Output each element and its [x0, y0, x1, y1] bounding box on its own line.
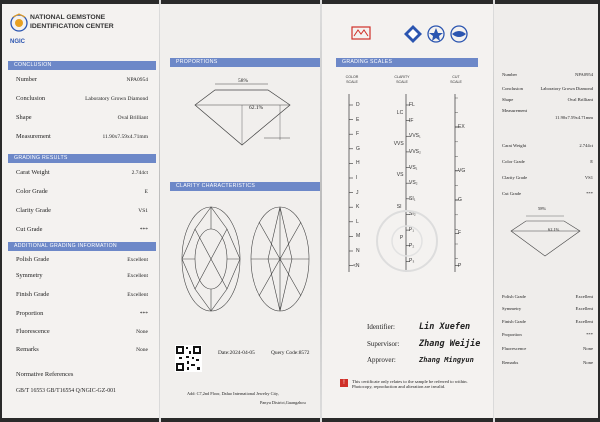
color-grade-10: N — [356, 248, 360, 254]
depth-percent: 62.1% — [249, 105, 264, 111]
validity-notice — [340, 379, 480, 390]
conclusion-value: Laboratory Grown Diamond — [85, 95, 148, 102]
color-scale-head-2: SCALE — [346, 79, 358, 84]
p4-proportion-label: Proportion — [502, 332, 522, 337]
symmetry-label: Symmetry — [16, 272, 43, 279]
org-name-line2: IDENTIFICATION CENTER — [30, 23, 114, 30]
address-line2: Panyu District,Guangzhou — [260, 400, 306, 405]
color-value: E — [144, 188, 148, 195]
clarity-grade-0: FL — [409, 102, 415, 108]
cut-value: *** — [139, 226, 148, 233]
p4-finish-label: Finish Grade — [502, 319, 526, 324]
clarity-grade-3: VVS₂ — [409, 148, 421, 155]
clarity-group-1: VVS — [393, 141, 404, 148]
p4-symmetry-label: Symmetry — [502, 306, 522, 311]
org-name — [30, 13, 114, 31]
p4-polish-label: Polish Grade — [502, 294, 526, 299]
normative-label: Normative References — [16, 371, 74, 378]
color-grade-5: I — [356, 175, 358, 181]
p4-finish-value: Excellent — [575, 319, 593, 324]
proportion-value: *** — [139, 310, 148, 317]
p4-depth-percent: 62.1% — [548, 227, 560, 232]
identifier-label: Identifier: — [367, 323, 395, 331]
p4-color-label: Color Grade — [502, 159, 525, 164]
clarity-grade-6: SI₁ — [409, 195, 416, 202]
p4-clarity-label: Clarity Grade — [502, 175, 528, 180]
clarity-grade-5: VS₂ — [409, 180, 418, 187]
finish-label: Finish Grade — [16, 291, 50, 298]
polish-value: Excellent — [127, 256, 148, 263]
measurement-label: Measurement — [16, 133, 51, 140]
p4-proportion-diagram — [508, 208, 588, 258]
p4-remarks-value: None — [583, 360, 593, 365]
p4-fluorescence-value: None — [583, 346, 593, 351]
clarity-grade-7: SI₂ — [409, 211, 416, 218]
color-grade-11: <N — [353, 262, 360, 269]
clarity-group-3: SI — [396, 203, 402, 210]
query-code: Query Code:8572 — [271, 350, 310, 356]
report-date: Date:2024-04-05 — [218, 350, 255, 356]
approver-signature: Zhang Mingyun — [419, 356, 474, 364]
clarity-scale-head-2: SCALE — [396, 79, 408, 84]
supervisor-row — [367, 339, 480, 349]
supervisor-signature: Zhang Weijie — [419, 339, 481, 349]
color-label: Color Grade — [16, 188, 48, 195]
warning-icon: ! — [340, 379, 348, 387]
p4-carat-value: 2.744ct — [579, 143, 593, 148]
color-grade-0: D — [356, 102, 360, 108]
clarity-value: VS1 — [138, 207, 148, 214]
qr-code — [175, 345, 202, 372]
remarks-value: None — [136, 346, 148, 353]
ngic-logo-icon — [10, 13, 28, 33]
color-grade-4: H — [356, 160, 360, 167]
clarity-grade-2: VVS₁ — [409, 133, 421, 140]
p4-carat-label: Carat Weight — [502, 143, 527, 148]
number-label: Number — [16, 76, 37, 83]
section-additional: ADDITIONAL GRADING INFORMATION — [8, 242, 156, 251]
p4-table-percent: 58% — [538, 206, 547, 211]
remarks-label: Remarks — [16, 346, 39, 353]
p4-conclusion-label: Conclusion — [502, 86, 523, 91]
cut-grade-1: VG — [458, 167, 466, 174]
polish-label: Polish Grade — [16, 256, 50, 263]
fluorescence-value: None — [136, 328, 148, 335]
clarity-grade-1: IF — [409, 117, 414, 124]
finish-value: Excellent — [127, 291, 148, 298]
p4-number-label: Number — [502, 72, 518, 77]
color-grade-3: G — [356, 145, 360, 152]
clarity-grade-10: P₃ — [409, 258, 415, 265]
proportion-label: Proportion — [16, 310, 44, 317]
approver-label: Approver: — [367, 356, 396, 364]
p4-color-value: E — [590, 159, 593, 164]
section-grading-scales: GRADING SCALES — [336, 58, 478, 67]
p4-clarity-value: VS1 — [584, 175, 593, 180]
clarity-grade-8: P₁ — [409, 227, 415, 234]
p4-cut-value: *** — [586, 191, 593, 196]
summary-panel — [494, 4, 598, 418]
cut-grade-0: EX — [458, 123, 465, 130]
org-abbr: NGIC — [10, 39, 25, 45]
normative-value: GB/T 16553 GB/T16554 Q/NGIC-GZ-001 — [16, 388, 116, 394]
shape-label: Shape — [16, 114, 32, 121]
clarity-group-2: VS — [396, 172, 404, 179]
color-grade-1: E — [356, 116, 360, 123]
p4-number-value: NPA0954 — [575, 72, 593, 77]
p4-symmetry-value: Excellent — [575, 306, 593, 311]
p4-remarks-label: Remarks — [502, 360, 519, 365]
clarity-group-4: P — [399, 234, 404, 241]
color-scale-head-1: COLOR — [345, 75, 359, 79]
address-line1: Add: C7,2nd Floor, Daluo International Jewelry City, — [187, 391, 279, 396]
clarity-plot-diagram — [176, 204, 316, 314]
diagram-panel — [160, 4, 320, 418]
cut-scale-head-2: SCALE — [450, 79, 462, 84]
color-grade-2: F — [356, 131, 360, 138]
clarity-group-0: LC — [396, 109, 404, 116]
section-clarity: CLARITY CHARACTERISTICS — [170, 182, 320, 191]
cut-label: Cut Grade — [16, 226, 43, 233]
p4-polish-value: Excellent — [575, 294, 593, 299]
notice-text: This certificate only relates to the sample be referred to within. Photocopy, reproduction and alteration are invalid. — [352, 379, 468, 390]
p4-proportion-value: *** — [586, 332, 593, 337]
color-grade-8: L — [356, 218, 359, 225]
carat-value: 2.744ct — [131, 169, 148, 176]
color-grade-7: K — [356, 204, 360, 211]
cut-scale-head-1: CUT — [452, 75, 460, 79]
p4-shape-value: Oval Brilliant — [567, 97, 593, 102]
watermark-logo — [357, 204, 457, 279]
section-grading-results: GRADING RESULTS — [8, 154, 156, 163]
carat-label: Carat Weight — [16, 169, 50, 176]
conclusion-label: Conclusion — [16, 95, 46, 102]
p4-measurement-value: 11.90x7.59x4.71mm — [555, 115, 593, 120]
scales-panel — [322, 4, 494, 418]
cut-grade-3: F — [458, 230, 462, 237]
org-name-line1: NATIONAL GEMSTONE — [30, 14, 106, 21]
section-proportions: PROPORTIONS — [170, 58, 320, 67]
shape-value: Oval Brilliant — [117, 114, 148, 121]
measurement-value: 11.90x7.59x4.71mm — [102, 133, 148, 140]
number-value: NPA0954 — [126, 76, 148, 83]
clarity-label: Clarity Grade — [16, 207, 51, 214]
p4-shape-label: Shape — [502, 97, 514, 102]
cut-grade-2: G — [458, 196, 462, 203]
clarity-grade-4: VS₁ — [409, 164, 418, 171]
supervisor-label: Supervisor: — [367, 340, 400, 348]
section-conclusion: CONCLUSION — [8, 61, 156, 70]
cut-grade-4: P — [458, 262, 462, 269]
report-panel-main — [2, 4, 160, 418]
approver-row — [367, 356, 474, 364]
identifier-signature: Lin Xuefen — [419, 322, 471, 332]
clarity-scale-head-1: CLARITY — [394, 75, 410, 79]
identifier-row — [367, 322, 470, 332]
p4-fluorescence-label: Fluorescence — [502, 346, 527, 351]
p4-cut-label: Cut Grade — [502, 191, 522, 196]
clarity-grade-9: P₂ — [409, 242, 415, 249]
fluorescence-label: Fluorescence — [16, 328, 50, 335]
table-percent: 58% — [238, 78, 249, 84]
p4-conclusion-value: Laboratory Grown Diamond — [540, 86, 593, 91]
p4-measurement-label: Measurement — [502, 108, 528, 113]
color-grade-6: J — [356, 189, 359, 196]
color-grade-9: M — [356, 233, 361, 240]
symmetry-value: Excellent — [127, 272, 148, 279]
